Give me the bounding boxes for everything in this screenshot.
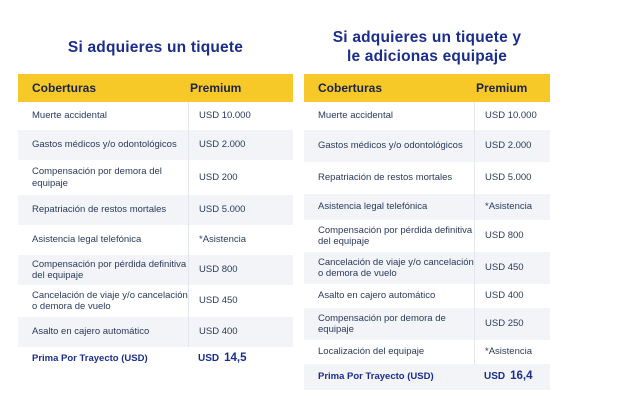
row-label: Muerte accidental xyxy=(32,110,107,122)
table-row xyxy=(304,130,550,162)
total-row xyxy=(304,364,550,390)
total-currency: USD xyxy=(484,371,506,383)
row-value: USD 10.000 xyxy=(188,102,293,130)
right-title-line1: Si adquieres un tiquete y xyxy=(332,29,522,46)
row-value: USD 2.000 xyxy=(474,130,550,162)
left-table-header xyxy=(18,74,293,102)
table-row xyxy=(18,130,293,160)
row-label: Asistencia legal telefónica xyxy=(318,201,428,213)
table-row xyxy=(304,308,550,340)
total-value xyxy=(474,364,550,390)
row-value: USD 250 xyxy=(474,308,550,340)
row-label: Compensación por demora del equipaje xyxy=(32,166,162,189)
total-currency: USD xyxy=(198,353,220,365)
row-value: *Asistencia xyxy=(474,194,550,220)
total-label: Prima Por Trayecto (USD) xyxy=(32,353,148,365)
row-label: Gastos médicos y/o odontológicos xyxy=(32,139,177,151)
table-row xyxy=(18,160,293,195)
row-label: Repatriación de restos mortales xyxy=(32,204,167,216)
row-value: USD 5.000 xyxy=(474,162,550,194)
row-label: Muerte accidental xyxy=(318,110,393,122)
row-label: Cancelación de viaje y/o cancelación o demora de vuelo xyxy=(318,256,474,279)
right-panel-title xyxy=(304,28,550,66)
row-label: Compensación por demora de equipaje xyxy=(318,312,446,335)
row-value: USD 800 xyxy=(474,220,550,252)
right-header-premium: Premium xyxy=(476,81,528,95)
total-amount: 14,5 xyxy=(224,352,247,365)
row-value: USD 800 xyxy=(188,255,293,285)
row-value: USD 2.000 xyxy=(188,130,293,160)
row-label: Localización del equipaje xyxy=(318,346,425,358)
right-table-header xyxy=(304,74,550,102)
table-row xyxy=(304,252,550,284)
table-row xyxy=(18,317,293,347)
row-label: Cancelación de viaje y/o cancelación o demora de vuelo xyxy=(32,289,188,312)
row-value: USD 400 xyxy=(474,284,550,308)
row-value: *Asistencia xyxy=(474,340,550,364)
row-label: Compensación por pérdida definitiva del equipaje xyxy=(318,224,473,247)
row-label: Gastos médicos y/o odontológicos xyxy=(318,140,463,152)
right-title-line2: le adicionas equipaje xyxy=(346,48,508,65)
table-row xyxy=(18,285,293,317)
row-value: USD 10.000 xyxy=(474,102,550,130)
row-label: Asalto en cajero automático xyxy=(32,326,150,338)
row-value: USD 200 xyxy=(188,160,293,195)
total-amount: 16,4 xyxy=(510,370,533,383)
table-row xyxy=(304,284,550,308)
row-label: Asalto en cajero automático xyxy=(318,290,436,302)
table-row xyxy=(18,225,293,255)
right-coverage-table xyxy=(304,74,550,390)
row-value: USD 450 xyxy=(474,252,550,284)
table-row xyxy=(304,340,550,364)
row-value: USD 450 xyxy=(188,285,293,317)
row-label: Compensación por pérdida definitiva del equipaje xyxy=(32,258,187,281)
total-label: Prima Por Trayecto (USD) xyxy=(318,371,434,383)
table-row xyxy=(304,220,550,252)
left-header-premium: Premium xyxy=(190,81,242,95)
row-value: *Asistencia xyxy=(188,225,293,255)
row-value: USD 5.000 xyxy=(188,195,293,225)
row-label: Repatriación de restos mortales xyxy=(318,172,453,184)
table-row xyxy=(18,195,293,225)
table-row xyxy=(304,194,550,220)
left-header-coberturas: Coberturas xyxy=(32,81,97,95)
table-row xyxy=(18,102,293,130)
right-header-coberturas: Coberturas xyxy=(318,81,383,95)
table-row xyxy=(304,102,550,130)
total-row xyxy=(18,347,293,371)
row-label: Asistencia legal telefónica xyxy=(32,234,142,246)
table-row xyxy=(18,255,293,285)
row-value: USD 400 xyxy=(188,317,293,347)
left-coverage-table xyxy=(18,74,293,371)
total-value xyxy=(188,347,293,371)
left-panel-title: Si adquieres un tiquete xyxy=(67,39,244,56)
table-row xyxy=(304,162,550,194)
